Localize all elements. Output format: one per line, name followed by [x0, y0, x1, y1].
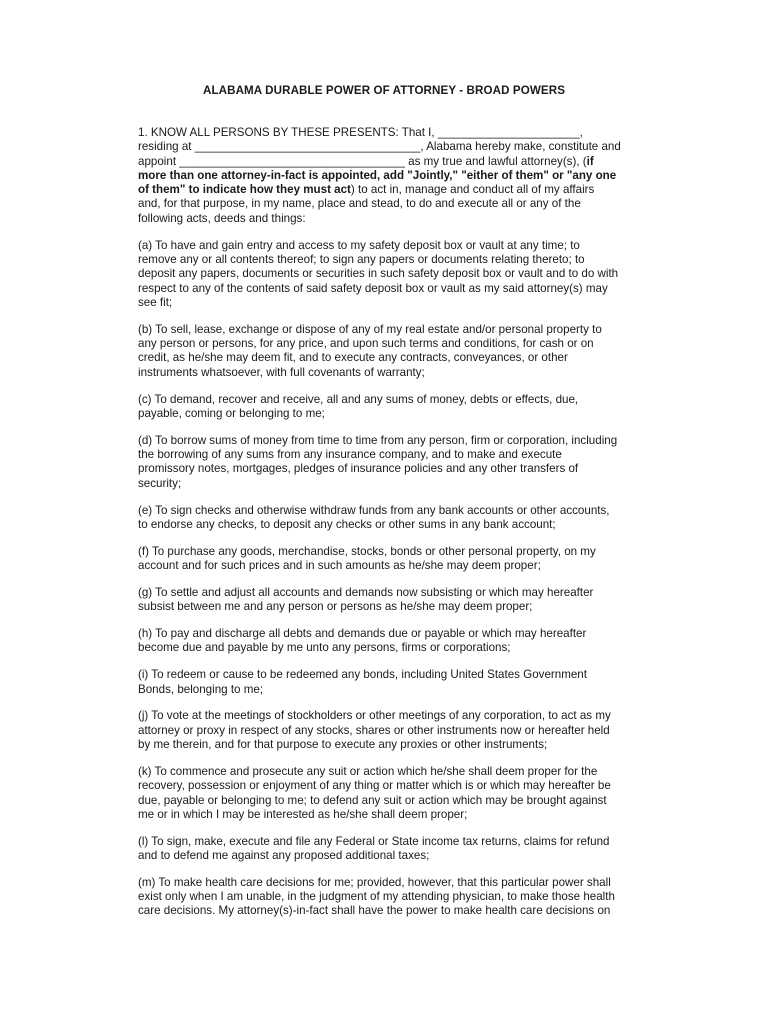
paragraph-line: subsist between me and any person or persons as he/she may deem proper; — [138, 600, 533, 614]
paragraph-line: recovery, possession or enjoyment of any thing or matter which is or which may hereafter be — [138, 779, 611, 793]
power-paragraph-l — [138, 835, 634, 864]
paragraph-line: become due and payable by me unto any persons, firms or corporations; — [138, 641, 511, 655]
intro-paragraph — [138, 126, 634, 226]
paragraph-line: to endorse any checks, to deposit any checks or other sums in any bank account; — [138, 517, 556, 531]
power-paragraph-c — [138, 393, 634, 422]
power-paragraph-m — [138, 876, 634, 919]
paragraph-line: (j) To vote at the meetings of stockholders or other meetings of any corporation, to act as my — [138, 709, 611, 723]
paragraph-line: deposit any papers, documents or securities in such safety deposit box or vault and to do with — [138, 267, 619, 281]
paragraph-line: respect to any of the contents of said safety deposit box or vault as my said attorney(s) may — [138, 281, 608, 295]
intro-line — [138, 155, 634, 169]
paragraph-line: (f) To purchase any goods, merchandise, stocks, bonds or other personal property, on my — [138, 544, 596, 558]
paragraph-line: (h) To pay and discharge all debts and demands due or payable or which may hereafter — [138, 627, 587, 641]
document-body — [138, 126, 634, 931]
paragraph-line: see fit; — [138, 295, 173, 309]
paragraph-line: care decisions. My attorney(s)-in-fact shall have the power to make health care decisions on — [138, 904, 611, 918]
paragraph-line: (m) To make health care decisions for me; provided, however, that this particular power shall — [138, 875, 611, 889]
intro-bold-text: if — [586, 154, 594, 168]
paragraph-line: exist only when I am unable, in the judgment of my attending physician, to make those health — [138, 890, 615, 904]
paragraph-line: by me therein, and for that purpose to execute any proxies or other instruments; — [138, 738, 548, 752]
paragraph-line: (l) To sign, make, execute and file any Federal or State income tax returns, claims for refund — [138, 834, 610, 848]
paragraph-line: payable, coming or belonging to me; — [138, 406, 325, 420]
paragraph-line: promissory notes, mortgages, pledges of insurance policies and any other transfers of — [138, 462, 579, 476]
document-title: ALABAMA DURABLE POWER OF ATTORNEY - BROAD POWERS — [202, 84, 566, 97]
power-paragraph-f — [138, 545, 634, 574]
power-paragraph-a — [138, 239, 634, 310]
power-paragraph-b — [138, 323, 634, 380]
powers-list — [138, 239, 634, 919]
paragraph-line: security; — [138, 476, 182, 490]
paragraph-line: Bonds, belonging to me; — [138, 682, 264, 696]
intro-bold-line: more than one attorney-in-fact is appointed, add "Jointly," "either of them" or "any one — [138, 168, 617, 182]
intro-text: appoint ___________________________________ as my true and lawful attorney(s), ( — [138, 154, 587, 168]
paragraph-line: any person or persons, for any price, and upon such terms and conditions, for cash or on — [138, 337, 594, 351]
paragraph-line: me or in which I may be interested as he/she shall deem proper; — [138, 807, 468, 821]
intro-line — [138, 183, 634, 197]
intro-bold-text: of them" to indicate how they must act — [138, 183, 351, 197]
intro-line: residing at ___________________________________, Alabama hereby make, constitute and — [138, 140, 621, 154]
paragraph-line: (e) To sign checks and otherwise withdraw funds from any bank accounts or other accounts, — [138, 503, 610, 517]
paragraph-line: and to defend me against any proposed additional taxes; — [138, 849, 430, 862]
paragraph-line: the borrowing of any sums from any insurance company, and to make and execute — [138, 448, 562, 462]
power-paragraph-j — [138, 709, 634, 752]
intro-line: 1. KNOW ALL PERSONS BY THESE PRESENTS: That I, ______________________, — [138, 126, 583, 139]
intro-text: ) to act in, manage and conduct all of my affairs — [350, 183, 595, 197]
paragraph-line: account and for such prices and in such amounts as he/she may deem proper; — [138, 558, 541, 572]
paragraph-line: (b) To sell, lease, exchange or dispose of any of my real estate and/or personal property to — [138, 322, 602, 336]
power-paragraph-i — [138, 668, 634, 697]
power-paragraph-d — [138, 434, 634, 491]
paragraph-line: (g) To settle and adjust all accounts and demands now subsisting or which may hereafter — [138, 585, 594, 599]
paragraph-line: instruments whatsoever, with full covenants of warranty; — [138, 365, 425, 379]
paragraph-line: (i) To redeem or cause to be redeemed any bonds, including United States Government — [138, 668, 587, 682]
paragraph-line: (k) To commence and prosecute any suit or action which he/she shall deem proper for the — [138, 764, 598, 778]
paragraph-line: attorney or proxy in respect of any stocks, shares or other instruments now or hereafter held — [138, 723, 610, 737]
paragraph-line: credit, as he/she may deem fit, and to execute any contracts, conveyances, or other — [138, 351, 568, 365]
power-paragraph-e — [138, 504, 634, 533]
paragraph-line: (a) To have and gain entry and access to my safety deposit box or vault at any time; to — [138, 238, 580, 252]
power-paragraph-h — [138, 627, 634, 656]
intro-line: and, for that purpose, in my name, place and stead, to do and execute all or any of the — [138, 197, 581, 211]
power-paragraph-g — [138, 586, 634, 615]
paragraph-line: (d) To borrow sums of money from time to time from any person, firm or corporation, including — [138, 433, 618, 447]
paragraph-line: (c) To demand, recover and receive, all and any sums of money, debts or effects, due, — [138, 392, 579, 406]
power-paragraph-k — [138, 765, 634, 822]
paragraph-line: due, payable or belonging to me; to defend any suit or action which may be brought against — [138, 793, 607, 807]
intro-line: following acts, deeds and things: — [138, 211, 306, 225]
paragraph-line: remove any or all contents thereof; to sign any papers or documents relating thereto; to — [138, 252, 585, 266]
